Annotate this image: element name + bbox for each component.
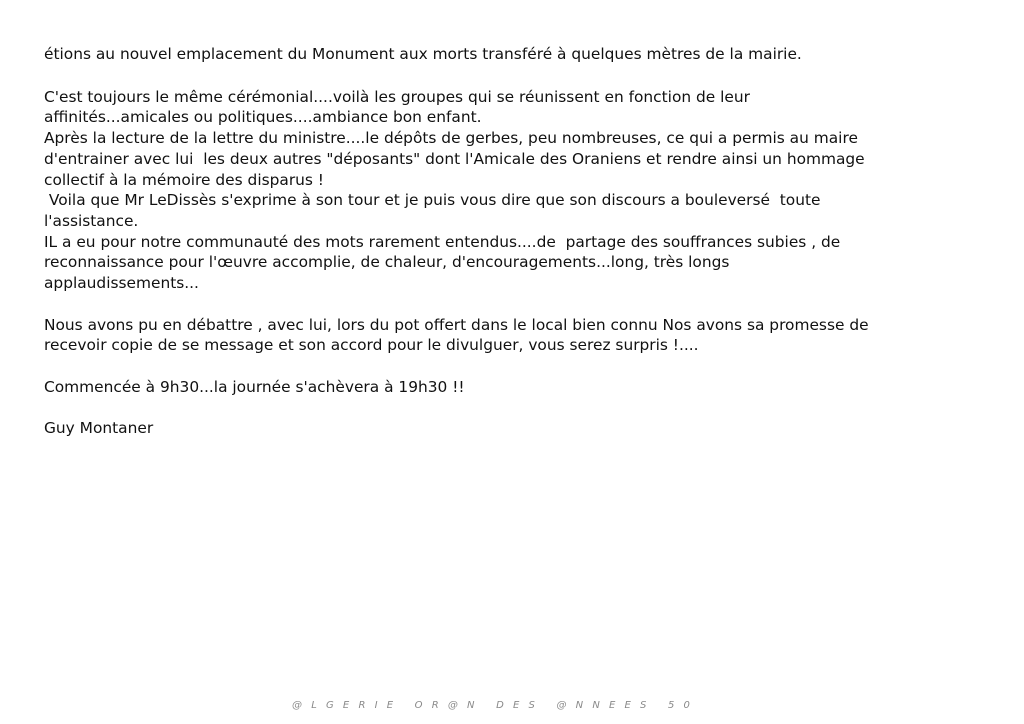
text-line-11: applaudissements...	[44, 274, 199, 292]
text-line-2: C'est toujours le même cérémonial....voilà les groupes qui se réunissent en fonction de leur	[44, 88, 750, 106]
text-line-5: d'entrainer avec lui les deux autres "déposants" dont l'Amicale des Oraniens et rendre ainsi un hommage	[44, 150, 865, 168]
text-line-6: collectif à la mémoire des disparus !	[44, 171, 324, 189]
text-line-14: Commencée à 9h30...la journée s'achèvera à 19h30 !!	[44, 378, 465, 396]
text-line-4: Après la lecture de la lettre du ministre....le dépôts de gerbes, peu nombreuses, ce qui a permis au maire	[44, 129, 858, 147]
text-line-10: reconnaissance pour l'œuvre accomplie, de chaleur, d'encouragements...long, très longs	[44, 253, 730, 271]
signature: Guy Montaner	[44, 419, 154, 437]
text-line-12: Nous avons pu en débattre , avec lui, lors du pot offert dans le local bien connu Nos avons sa promesse de	[44, 316, 869, 334]
text-line-13: recevoir copie de se message et son accord pour le divulguer, vous serez surpris !....	[44, 336, 699, 354]
text-line-1: étions au nouvel emplacement du Monument aux morts transféré à quelques mètres de la mairie.	[44, 45, 802, 63]
text-line-9: IL a eu pour notre communauté des mots rarement entendus....de partage des souffrances subies , de	[44, 233, 841, 251]
text-line-7: Voila que Mr LeDissès s'exprime à son tour et je puis vous dire que son discours a bouleversé toute	[44, 191, 821, 209]
text-line-8: l'assistance.	[44, 212, 139, 230]
footer-watermark: @LGERIE OR@N DES @NNEES 50	[292, 700, 700, 711]
text-line-3: affinités...amicales ou politiques....ambiance bon enfant.	[44, 108, 482, 126]
